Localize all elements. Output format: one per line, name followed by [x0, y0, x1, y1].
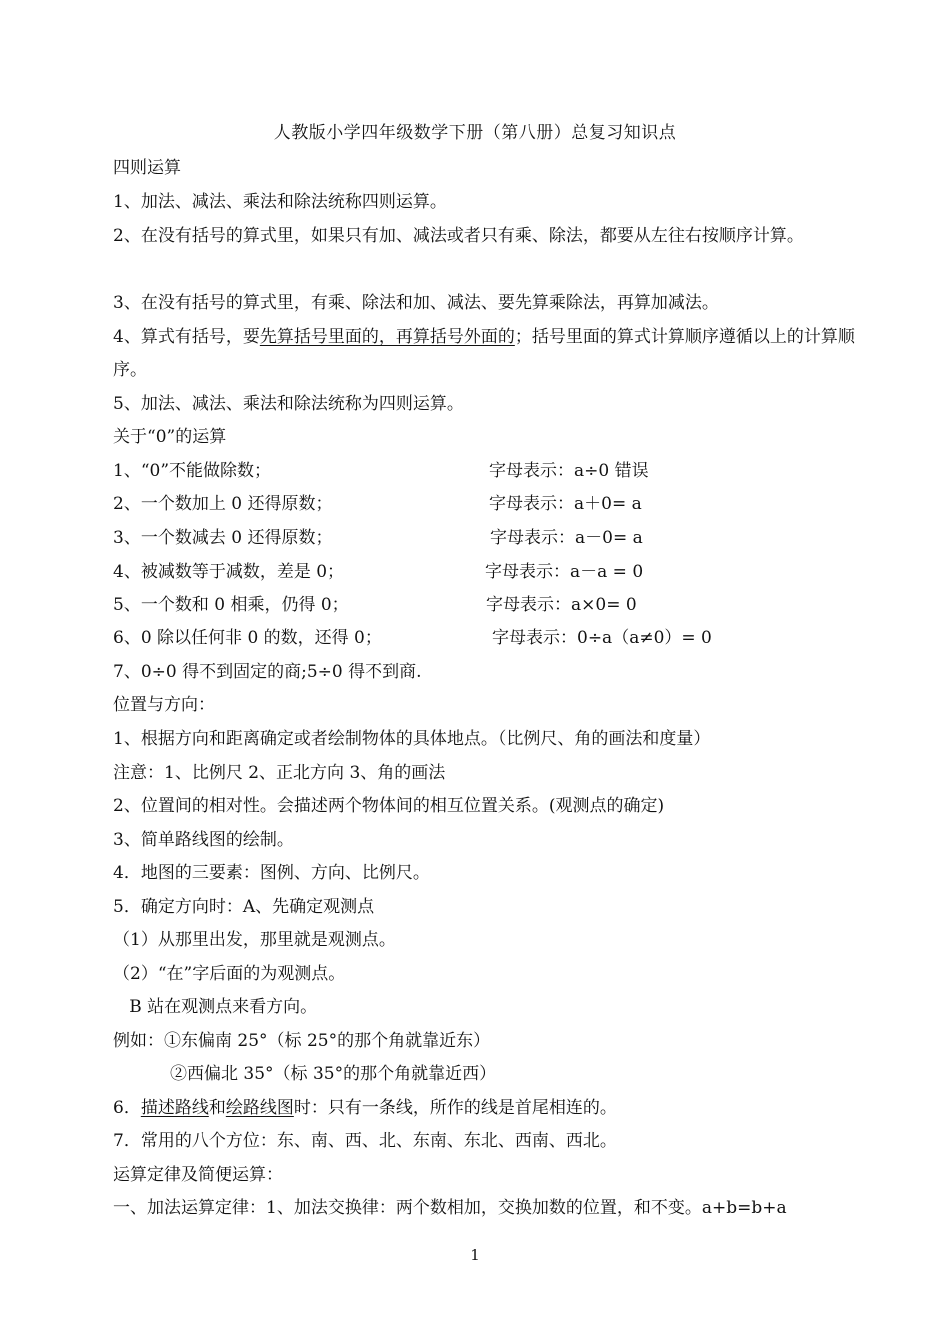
section-heading-zero-operations: 关于“0”的运算: [113, 427, 227, 447]
paragraph: 2、位置间的相对性。会描述两个物体间的相互位置关系。(观测点的确定): [113, 796, 665, 816]
rule-formula: 字母表示：a＋0= a: [489, 494, 642, 514]
paragraph: 2、在没有括号的算式里，如果只有加、减法或者只有乘、除法，都要从左往右按顺序计算。: [113, 226, 804, 246]
rule-text: 1、“0”不能做除数；: [113, 461, 272, 481]
paragraph: 7．常用的八个方位：东、南、西、北、东南、东北、西南、西北。: [113, 1131, 617, 1151]
underlined-text: 先算括号里面的，再算括号外面的: [259, 327, 515, 347]
rule-text: 2、一个数加上 0 还得原数；: [113, 494, 333, 514]
zero-rule-row: [113, 589, 873, 622]
paragraph: 4．地图的三要素：图例、方向、比例尺。: [113, 863, 430, 883]
rule-formula: 字母表示：a×0= 0: [486, 595, 637, 615]
text-span: 4、算式有括号，要: [113, 327, 260, 347]
rule-text: 3、一个数减去 0 还得原数；: [113, 528, 333, 548]
paragraph: 一、加法运算定律：1、加法交换律：两个数相加，交换加数的位置，和不变。a+b=b+a: [113, 1198, 787, 1218]
zero-rule-row: [113, 455, 873, 488]
zero-rule-row: [113, 556, 873, 589]
underlined-text: 绘路线图: [225, 1098, 294, 1118]
text-span: 时：只有一条线，所作的线是首尾相连的。: [293, 1098, 617, 1118]
rule-text: 5、一个数和 0 相乘，仍得 0；: [113, 595, 349, 615]
paragraph: [113, 321, 873, 387]
section-heading-position-direction: 位置与方向：: [113, 695, 215, 715]
underlined-text: 描述路线: [140, 1098, 209, 1118]
rule-formula: 字母表示：a－0= a: [490, 528, 643, 548]
paragraph: 1、根据方向和距离确定或者绘制物体的具体地点。（比例尺、角的画法和度量）: [113, 729, 711, 749]
rule-formula: 字母表示：a－a = 0: [485, 562, 644, 582]
text-span: 6．: [113, 1098, 141, 1118]
paragraph: 3、简单路线图的绘制。: [113, 830, 294, 850]
rule-text: 4、被减数等于减数，差是 0；: [113, 562, 345, 582]
document-title: 人教版小学四年级数学下册（第八册）总复习知识点: [273, 123, 677, 143]
example-line: ②西偏北 35°（标 35°的那个角就靠近西）: [170, 1064, 497, 1084]
zero-rule-row: [113, 622, 873, 655]
paragraph: 1、加法、减法、乘法和除法统称四则运算。: [113, 192, 447, 212]
paragraph: 注意：1、比例尺 2、正北方向 3、角的画法: [113, 763, 446, 783]
text-span: 和: [208, 1098, 226, 1118]
paragraph: （2）“在”字后面的为观测点。: [113, 964, 346, 984]
zero-rule-row: [113, 522, 873, 555]
paragraph: 3、在没有括号的算式里，有乘、除法和加、减法、要先算乘除法，再算加减法。: [113, 293, 719, 313]
rule-formula: 字母表示：0÷a（a≠0）= 0: [492, 628, 712, 648]
section-heading-operation-laws: 运算定律及简便运算：: [113, 1165, 283, 1185]
page-number: 1: [470, 1246, 480, 1264]
rule-formula: 字母表示：a÷0 错误: [489, 461, 649, 481]
paragraph: B 站在观测点来看方向。: [113, 997, 318, 1017]
section-heading-four-operations: 四则运算: [113, 158, 181, 178]
paragraph: 5、加法、减法、乘法和除法统称为四则运算。: [113, 394, 464, 414]
paragraph: 5．确定方向时：A、先确定观测点: [113, 897, 375, 917]
paragraph: （1）从那里出发，那里就是观测点。: [113, 930, 396, 950]
rule-text: 6、0 除以任何非 0 的数，还得 0；: [113, 628, 382, 648]
paragraph: 7、0÷0 得不到固定的商;5÷0 得不到商.: [113, 662, 422, 682]
text-span: ；括号里面的算式计算顺序遵循以上的计算顺序。: [113, 327, 855, 380]
example-line: 例如：①东偏南 25°（标 25°的那个角就靠近东）: [113, 1031, 491, 1051]
zero-rule-row: [113, 488, 873, 521]
paragraph: [113, 1092, 873, 1125]
